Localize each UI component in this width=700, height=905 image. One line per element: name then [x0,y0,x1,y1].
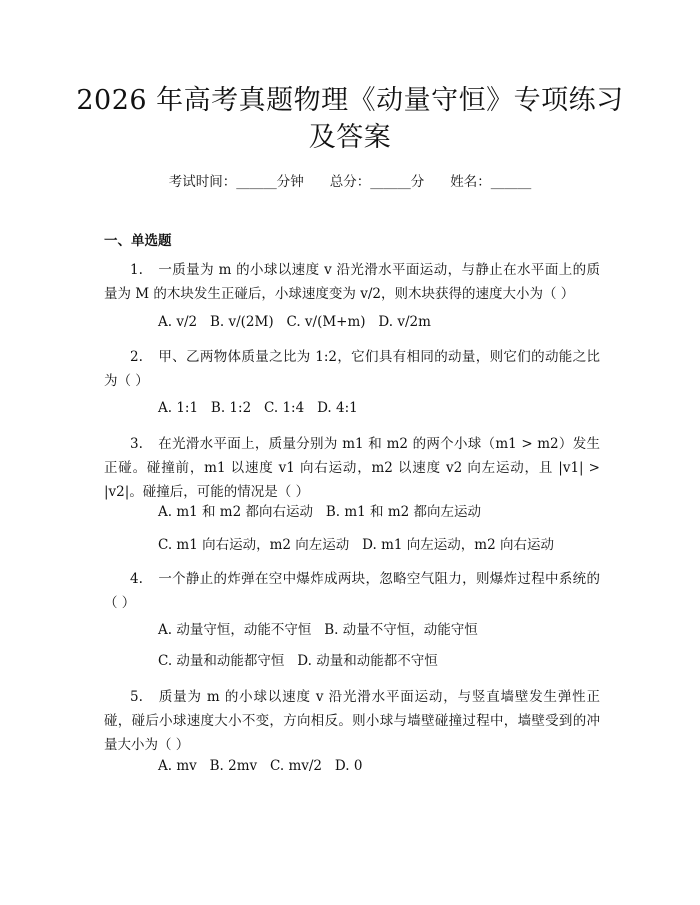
question-1-options: A. v/2 B. v/(2M) C. v/(M+m) D. v/2m [158,314,431,330]
question-3-options-row-1: A. m1 和 m2 都向右运动 B. m1 和 m2 都向左运动 [158,504,482,520]
page-title-continued: 及答案 [308,122,392,153]
question-number: 4. [130,571,143,587]
name-field: 姓名：______ [450,174,532,190]
question-number: 3. [130,436,143,452]
question-text: 在光滑水平面上，质量分别为 m1 和 m2 的两个小球（m1 > m2）发生正碰。碰撞前，m1 以速度 v1 向右运动，m2 以速度 v2 向左运动，且 |v1| > |v2|。碰撞后，可能的情况是（ ） [104,436,600,500]
exam-meta [0,170,700,190]
question-text: 一质量为 m 的小球以速度 v 沿光滑水平面运动，与静止在水平面上的质量为 M 的木块发生正碰后，小球速度变为 v/2，则木块获得的速度大小为（ ） [104,262,600,302]
question-4-options-row-2: C. 动量和动能都守恒 D. 动量和动能都不守恒 [158,653,438,669]
question-number: 5. [130,689,143,705]
question-5-options: A. mv B. 2mv C. mv/2 D. 0 [158,758,363,774]
question-1 [104,258,600,306]
total-score-field: 总分：______分 [329,174,425,190]
question-text: 质量为 m 的小球以速度 v 沿光滑水平面运动，与竖直墙壁发生弹性正碰，碰后小球速度大小不变，方向相反。则小球与墙壁碰撞过程中，墙壁受到的冲量大小为（ ） [104,689,600,753]
question-text: 甲、乙两物体质量之比为 1:2，它们具有相同的动量，则它们的动能之比为（ ） [104,349,600,389]
exam-time-field: 考试时间：______分钟 [168,174,304,190]
question-5 [104,685,600,757]
question-4-options-row-1: A. 动量守恒，动能不守恒 B. 动量不守恒，动能守恒 [158,622,478,638]
question-number: 1. [130,262,143,278]
question-number: 2. [130,349,143,365]
section-heading: 一、单选题 [104,233,172,249]
question-4 [104,567,600,615]
page-title: 2026 年高考真题物理《动量守恒》专项练习 [76,85,624,116]
question-2 [104,345,600,393]
question-3 [104,432,600,504]
question-3-options-row-2: C. m1 向右运动，m2 向左运动 D. m1 向左运动，m2 向右运动 [158,537,554,553]
question-2-options: A. 1:1 B. 1:2 C. 1:4 D. 4:1 [158,400,358,416]
question-text: 一个静止的炸弹在空中爆炸成两块，忽略空气阻力，则爆炸过程中系统的（ ） [104,571,600,611]
